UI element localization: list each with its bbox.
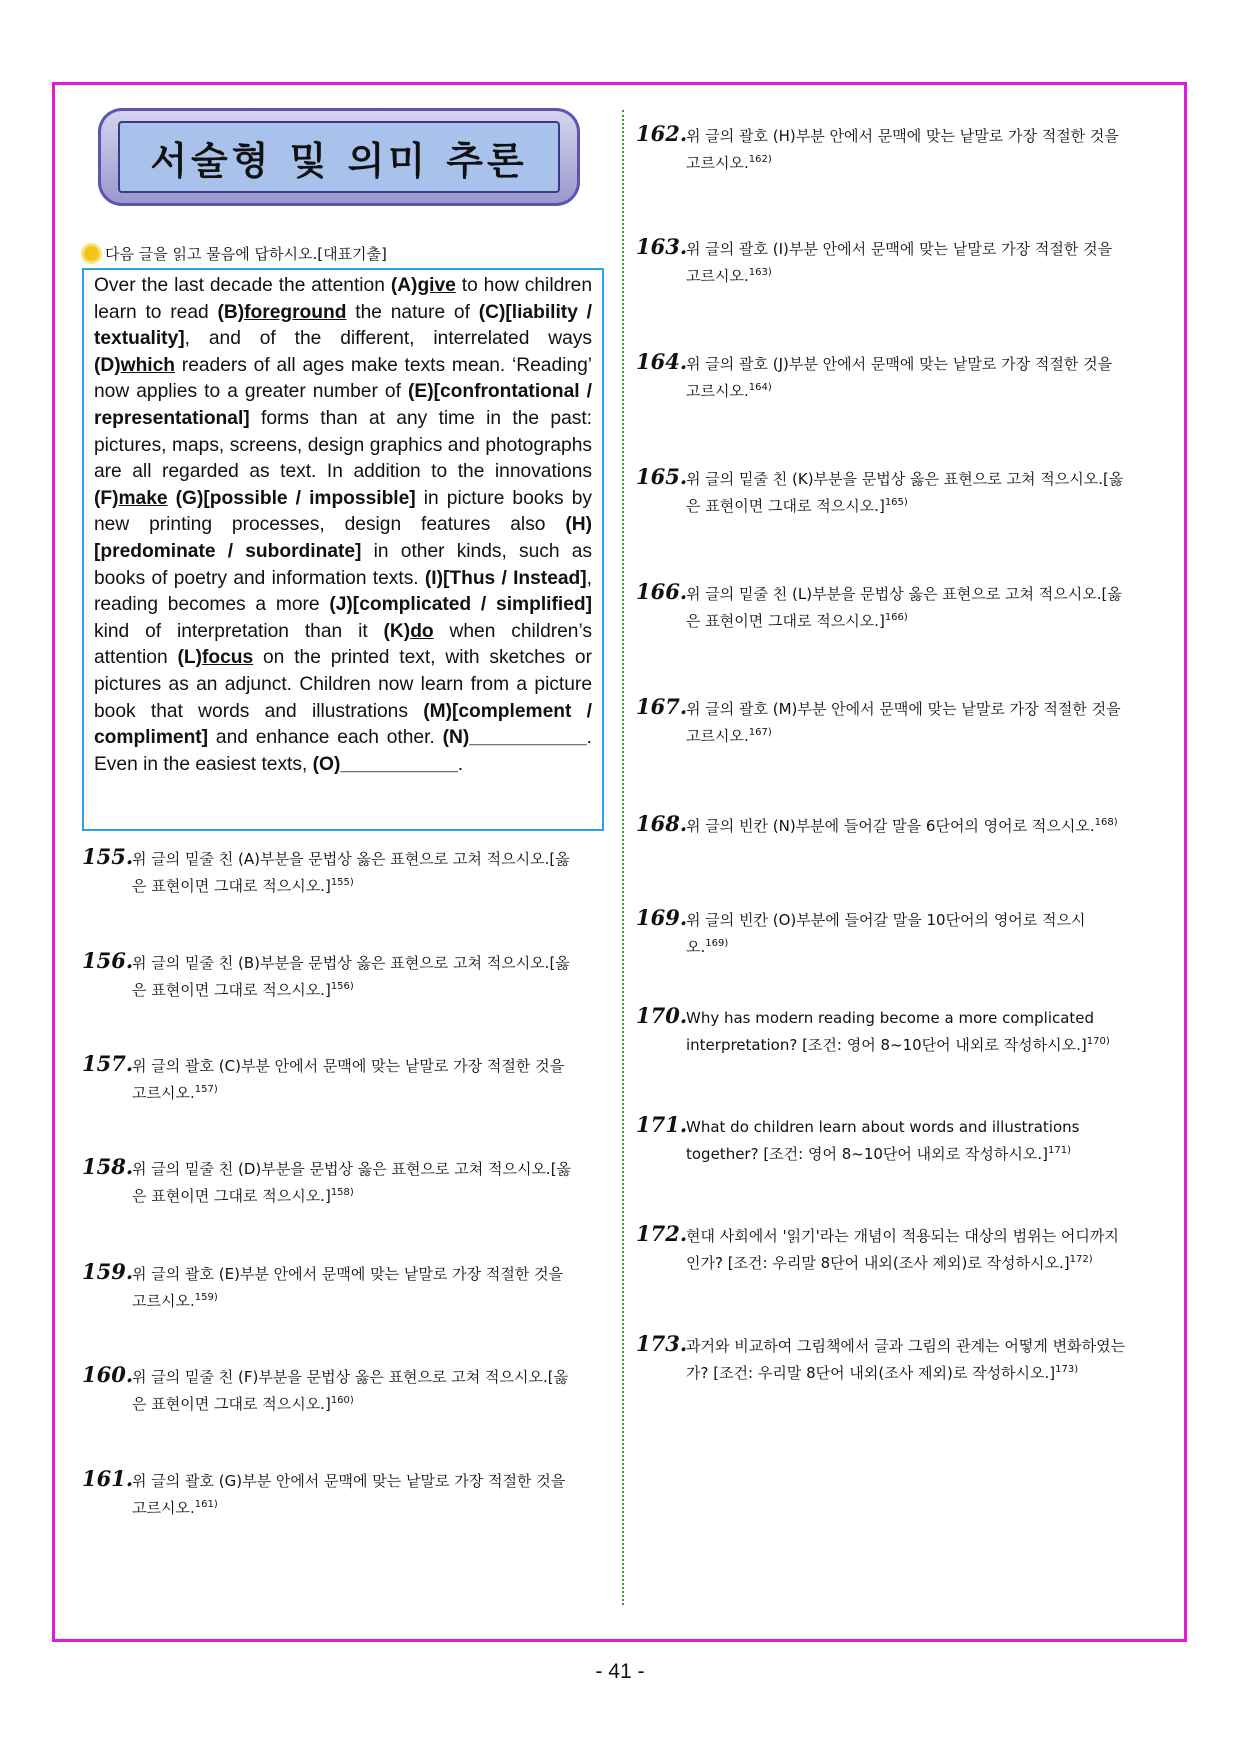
footnote-ref: 170) [1086,1036,1110,1047]
passage-segment: focus [201,647,254,669]
question-item [636,1004,1166,1057]
question-text: 위 글의 밑줄 친 (F)부분을 문법상 옳은 표현으로 고쳐 적으시오.[옳 [132,1368,569,1386]
question-text: 위 글의 괄호 (H)부분 안에서 문맥에 맞는 낱말로 가장 적절한 것을 [686,127,1119,145]
question-number: 164. [636,349,688,374]
passage-segment: (C)[liability / textuality] [94,301,592,350]
question-number: 168. [636,811,688,836]
passage-segment: (H)[predominate / subordinate] [94,514,592,562]
question-number: 170. [636,1003,688,1028]
column-divider [622,110,624,1605]
question-text-cont: 은 표현이면 그대로 적으시오.] [686,612,885,630]
question-item [636,1222,1166,1275]
question-text: 위 글의 밑줄 친 (A)부분을 문법상 옳은 표현으로 고쳐 적으시오.[옳 [132,850,570,868]
passage-segment: kind of interpretation than it [94,620,384,642]
question-item [636,1332,1166,1385]
passage-segment: (N) [442,727,470,749]
question-text: What do children learn about words and illustrations [686,1118,1080,1136]
footnote-ref: 163) [748,267,772,278]
question-item [82,949,612,1002]
footnote-ref: 172) [1069,1254,1093,1265]
question-item [636,350,1166,403]
passage-segment: (E)[confrontational / representational] [94,381,592,429]
instruction [84,243,387,264]
question-text: 위 글의 밑줄 친 (L)부분을 문법상 옳은 표현으로 고쳐 적으시오.[옳 [686,585,1122,603]
passage-segment: ___________ [340,753,458,775]
question-text-cont: 은 표현이면 그대로 적으시오.] [132,981,331,999]
question-number: 166. [636,579,688,604]
question-number: 158. [82,1154,134,1179]
question-text-cont: 인가? [조건: 우리말 8단어 내외(조사 제외)로 작성하시오.] [686,1254,1070,1272]
question-text: 위 글의 괄호 (M)부분 안에서 문맥에 맞는 낱말로 가장 적절한 것을 [686,700,1121,718]
question-text-cont: together? [조건: 영어 8~10단어 내외로 작성하시오.] [686,1145,1048,1163]
passage-segment: do [410,620,434,642]
passage-segment: forms than at any time in the past: pictures, maps, screens, design graphics and photographs are all regarded as text. In addition to the innovations [94,407,592,483]
question-item [636,465,1166,518]
question-text: 위 글의 빈칸 (N)부분에 들어갈 말을 6단어의 영어로 적으시오. [686,817,1095,835]
question-text: 위 글의 괄호 (C)부분 안에서 문맥에 맞는 낱말로 가장 적절한 것을 [132,1057,565,1075]
question-text-cont: interpretation? [조건: 영어 8~10단어 내외로 작성하시오.] [686,1036,1087,1054]
passage-segment: the nature of [346,301,479,323]
passage-segment: . Even in the easiest texts, [94,727,592,775]
footnote-ref: 162) [748,154,772,165]
passage-segment: (F) [94,487,119,509]
question-text: 현대 사회에서 '읽기'라는 개념이 적용되는 대상의 범위는 어디까지 [686,1227,1119,1245]
question-number: 163. [636,234,688,259]
question-text: 위 글의 괄호 (J)부분 안에서 문맥에 맞는 낱말로 가장 적절한 것을 [686,355,1113,373]
question-number: 159. [82,1259,134,1284]
question-text-cont: 고르시오. [132,1499,195,1517]
question-item [82,1363,612,1416]
passage-segment: Over the last decade the attention [94,275,391,296]
passage-segment: . [457,753,464,775]
question-number: 173. [636,1331,688,1356]
question-text-cont: 은 표현이면 그대로 적으시오.] [132,1395,331,1413]
passage-segment [168,488,176,509]
question-text-cont: 고르시오. [132,1084,195,1102]
question-text: 위 글의 괄호 (I)부분 안에서 문맥에 맞는 낱말로 가장 적절한 것을 [686,240,1113,258]
passage-segment: (I)[Thus / Instead] [424,567,587,589]
question-number: 161. [82,1466,134,1491]
question-item [636,811,1166,838]
footnote-ref: 159) [194,1292,218,1303]
question-number: 160. [82,1362,134,1387]
question-number: 169. [636,905,688,930]
passage-segment: (O) [312,753,341,775]
footnote-ref: 173) [1055,1364,1079,1375]
question-text-cont: 은 표현이면 그대로 적으시오.] [686,497,885,515]
passage-segment: (G)[possible / impossible] [175,487,416,509]
question-text-cont: 오. [686,938,706,956]
question-item [636,235,1166,288]
question-text: Why has modern reading become a more complicated [686,1009,1095,1027]
question-text: 위 글의 빈칸 (O)부분에 들어갈 말을 10단어의 영어로 적으시 [686,911,1086,929]
reading-passage [82,268,604,831]
passage-segment: ___________ [469,727,587,749]
passage-segment: (A) [390,275,418,296]
question-item [82,1467,612,1520]
question-number: 172. [636,1221,688,1246]
question-number: 171. [636,1112,688,1137]
footnote-ref: 166) [884,612,908,623]
question-item [636,906,1166,959]
page-number: - 41 - [595,1660,645,1683]
question-text: 위 글의 밑줄 친 (D)부분을 문법상 옳은 표현으로 고쳐 적으시오.[옳 [132,1160,572,1178]
question-text: 과거와 비교하여 그림책에서 글과 그림의 관계는 어떻게 변화하였는 [686,1337,1126,1355]
passage-segment: (K) [383,620,411,642]
passage-segment: in picture books by new printing processes, design features also [94,487,592,536]
flower-icon [84,246,99,261]
passage-segment: in other kinds, such as books of poetry and information texts. [94,540,592,589]
footnote-ref: 164) [748,382,772,393]
passage-segment: readers of all ages make texts mean. ‘Reading’ now applies to a greater number of [94,354,592,403]
passage-segment: (D) [94,354,121,376]
question-item [82,845,612,898]
question-item [82,1052,612,1105]
section-title: 서술형 및 의미 추론 [150,138,528,183]
question-item [82,1260,612,1313]
footnote-ref: 160) [330,1395,354,1406]
section-title-inner [118,121,560,193]
question-text-cont: 고르시오. [132,1292,195,1310]
question-item [636,122,1166,175]
question-text: 위 글의 괄호 (G)부분 안에서 문맥에 맞는 낱말로 가장 적절한 것을 [132,1472,566,1490]
passage-segment: (M)[complement / compliment] [94,700,592,749]
passage-segment: , reading becomes a more [94,567,592,616]
question-text-cont: 고르시오. [686,154,749,172]
passage-segment: which [120,354,176,376]
passage-segment: to how children learn to read [94,275,592,323]
question-number: 162. [636,121,688,146]
question-text: 위 글의 밑줄 친 (K)부분을 문법상 옳은 표현으로 고쳐 적으시오.[옳 [686,470,1124,488]
footnote-ref: 158) [330,1187,354,1198]
passage-segment: and enhance each other. [208,727,443,749]
passage-segment: (B) [217,301,245,323]
question-text-cont: 은 표현이면 그대로 적으시오.] [132,1187,331,1205]
question-number: 157. [82,1051,134,1076]
passage-segment: make [118,487,168,509]
passage-segment: , and of the different, interrelated ways [184,328,592,350]
passage-segment: foreground [244,301,347,323]
footnote-ref: 161) [194,1499,218,1510]
footnote-ref: 165) [884,497,908,508]
footnote-ref: 155) [330,877,354,888]
footnote-ref: 169) [705,938,729,949]
question-item [636,580,1166,633]
question-item [82,1155,612,1208]
question-item [636,695,1166,748]
question-number: 167. [636,694,688,719]
question-number: 165. [636,464,688,489]
question-text-cont: 고르시오. [686,382,749,400]
instruction-text: 다음 글을 읽고 물음에 답하시오.[대표기출] [105,245,387,263]
passage-segment: on the printed text, with sketches or pictures as an adjunct. Children now learn from a picture book that words and illustrations [94,647,592,722]
footnote-ref: 168) [1094,817,1118,828]
question-text: 위 글의 괄호 (E)부분 안에서 문맥에 맞는 낱말로 가장 적절한 것을 [132,1265,564,1283]
passage-segment: give [417,275,456,296]
passage-segment: (J)[complicated / simplified] [329,594,592,616]
footnote-ref: 157) [194,1084,218,1095]
question-text-cont: 고르시오. [686,267,749,285]
question-number: 156. [82,948,134,973]
question-text-cont: 가? [조건: 우리말 8단어 내외(조사 제외)로 작성하시오.] [686,1364,1056,1382]
section-title-box [98,108,580,206]
footnote-ref: 171) [1047,1145,1071,1156]
passage-segment: when children’s attention [94,620,592,669]
passage-segment: (L) [177,647,202,669]
question-text: 위 글의 밑줄 친 (B)부분을 문법상 옳은 표현으로 고쳐 적으시오.[옳 [132,954,570,972]
footnote-ref: 156) [330,981,354,992]
question-text-cont: 고르시오. [686,727,749,745]
question-text-cont: 은 표현이면 그대로 적으시오.] [132,877,331,895]
question-number: 155. [82,844,134,869]
question-item [636,1113,1166,1166]
footnote-ref: 167) [748,727,772,738]
